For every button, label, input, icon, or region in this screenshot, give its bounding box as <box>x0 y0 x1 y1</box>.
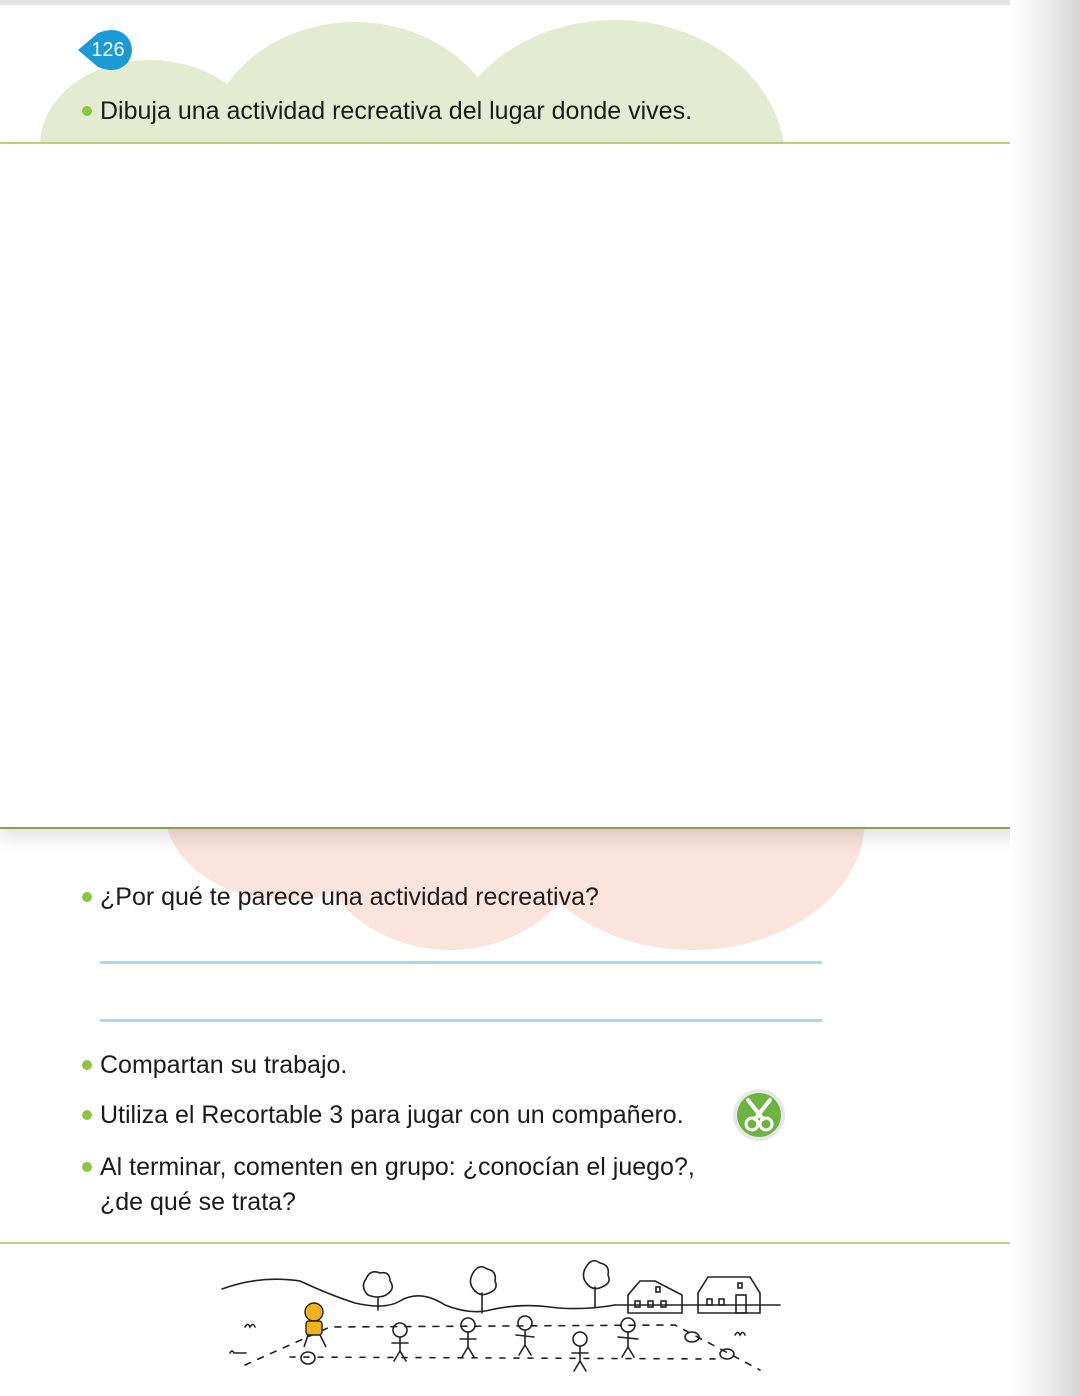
bullet-icon <box>82 892 92 902</box>
step-cutout-game: Utiliza el Recortable 3 para jugar con un compañero. <box>100 1101 684 1129</box>
drawing-area[interactable] <box>0 144 1068 828</box>
answer-line[interactable] <box>100 1019 822 1022</box>
footer-rule <box>0 1242 1070 1244</box>
top-band <box>0 0 1080 5</box>
bullet-icon <box>82 1110 92 1120</box>
step-group-discussion-cont: ¿de qué se trata? <box>100 1188 296 1216</box>
page-number: 126 <box>91 39 125 61</box>
children-playing-field-illustration <box>220 1255 800 1385</box>
drawing-area-bottom-rule <box>0 827 1070 829</box>
bullet-icon <box>82 1162 92 1172</box>
answer-line[interactable] <box>100 961 822 964</box>
step-share-work: Compartan su trabajo. <box>100 1051 348 1079</box>
page-gutter <box>1010 0 1080 1396</box>
scissors-icon <box>732 1088 786 1142</box>
bullet-icon <box>82 1060 92 1070</box>
bullet-icon <box>82 106 92 116</box>
question-text: ¿Por qué te parece una actividad recreativa? <box>100 883 599 911</box>
activity-instruction: Dibuja una actividad recreativa del lugar donde vives. <box>100 97 693 125</box>
step-group-discussion: Al terminar, comenten en grupo: ¿conocían el juego?, <box>100 1153 695 1181</box>
